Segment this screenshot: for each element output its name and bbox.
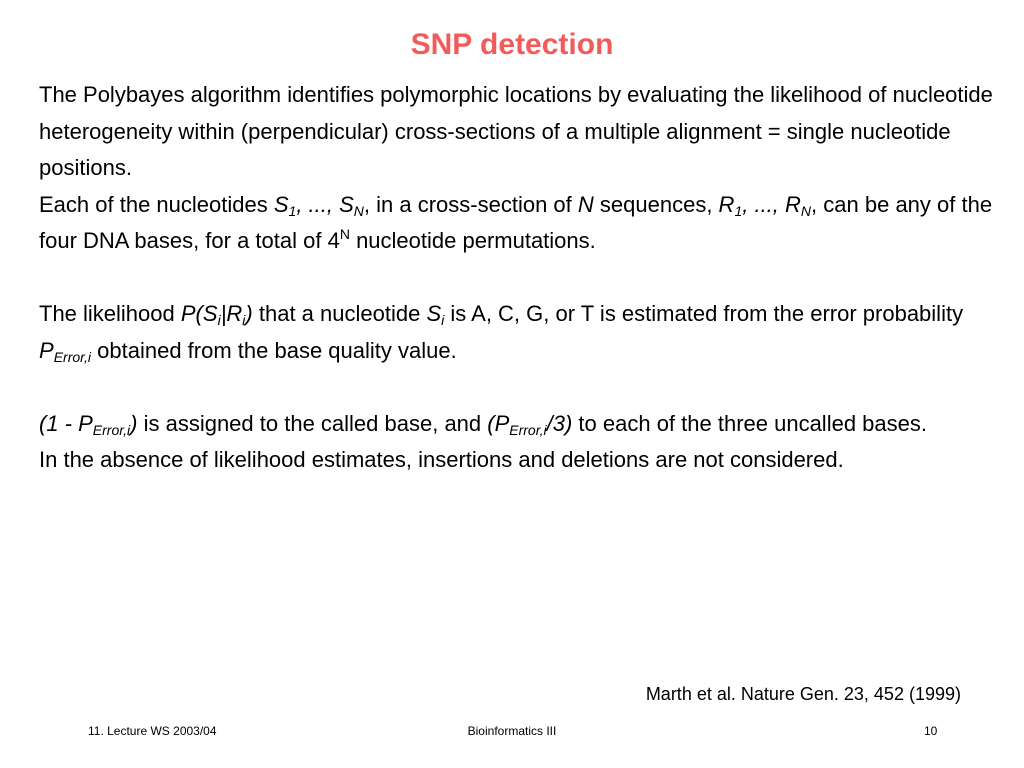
text: nucleotide permutations.: [349, 228, 596, 253]
symbol-r: $R_1$, ..., $R_N$: [718, 191, 812, 219]
footer-lecture: 11. Lecture WS 2003/04: [88, 724, 217, 738]
paragraph-assignment: [39, 406, 999, 443]
formula-uncalled: $(P_{Error,i}/3)$: [487, 410, 573, 438]
symbol-si: $S_i$: [426, 301, 445, 328]
text: to each of the three uncalled bases.: [572, 410, 927, 436]
text: obtained from the base quality value.: [91, 337, 457, 363]
text: sequences,: [593, 191, 719, 217]
paragraph-nucleotides: [39, 187, 999, 260]
page-number: 10: [924, 724, 938, 738]
text: The likelihood: [39, 301, 181, 326]
slide-title: SNP detection: [410, 28, 614, 61]
paragraph-algorithm: The Polybayes algorithm identifies polymorphic locations by evaluating the likelihood of nucleotide heterogeneity within (perpendicular) cross-sections of a multiple alignment = single nucleotide positions.: [39, 82, 993, 180]
symbol-s1: $S_1$, ..., $S_N$: [273, 191, 364, 219]
formula-called: $(1 - P_{Error,i})$: [39, 410, 138, 438]
slide-body: [39, 77, 999, 479]
paragraph-indels: In the absence of likelihood estimates, insertions and deletions are not considered.: [39, 447, 844, 472]
text: is assigned to the called base, and: [137, 410, 488, 436]
exponent-n: N: [339, 226, 350, 242]
symbol-perror: $P_{Error,i}$: [39, 337, 92, 365]
spacer: [39, 260, 999, 297]
formula-likelihood: $P(S_i|R_i)$: [180, 301, 253, 328]
text: that a nucleotide: [252, 301, 427, 326]
text: is A, C, G, or T is estimated from the error probability: [444, 301, 964, 326]
citation: Marth et al. Nature Gen. 23, 452 (1999): [645, 684, 961, 704]
text: Each of the nucleotides: [39, 191, 274, 217]
text: , can be any of the four DNA bases, for a total of 4: [39, 191, 993, 253]
symbol-n: N: [577, 191, 594, 217]
text: , in a cross-section of: [363, 191, 578, 217]
footer-course: Bioinformatics III: [467, 724, 557, 738]
spacer: [39, 369, 999, 406]
paragraph-likelihood: [39, 296, 999, 369]
